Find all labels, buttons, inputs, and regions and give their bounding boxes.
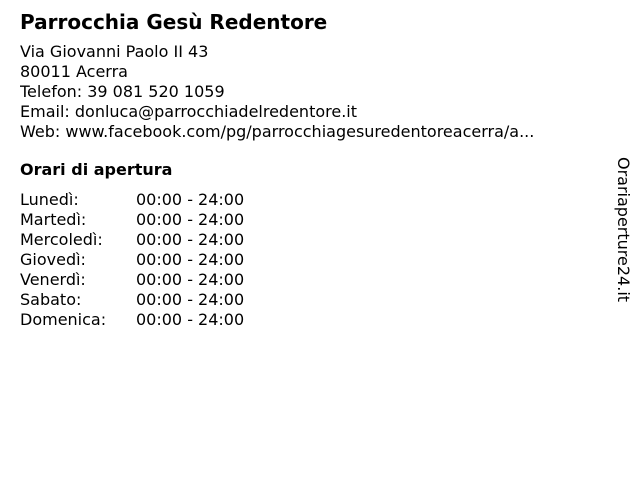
hours-row — [20, 190, 244, 210]
hours-day: Martedì: — [20, 210, 87, 229]
business-name: Parrocchia Gesù Redentore — [20, 10, 328, 34]
hours-row — [20, 210, 244, 230]
opening-hours-table — [20, 190, 244, 330]
hours-time: 00:00 - 24:00 — [136, 250, 245, 269]
hours-day: Venerdì: — [20, 270, 86, 289]
hours-row — [20, 270, 244, 290]
hours-day: Mercoledì: — [20, 230, 103, 249]
phone-label: Telefon: — [20, 82, 83, 101]
hours-day: Giovedì: — [20, 250, 86, 269]
address-line-2: 80011 Acerra — [20, 62, 128, 81]
phone-link[interactable]: 39 081 520 1059 — [87, 82, 225, 101]
hours-day: Domenica: — [20, 310, 107, 329]
email-line — [20, 102, 600, 122]
web-label: Web: — [20, 122, 61, 141]
hours-time: 00:00 - 24:00 — [136, 230, 245, 249]
hours-row — [20, 290, 244, 310]
hours-time: 00:00 - 24:00 — [136, 310, 245, 329]
hours-row — [20, 250, 244, 270]
hours-day: Lunedì: — [20, 190, 79, 209]
hours-time: 00:00 - 24:00 — [136, 190, 245, 209]
phone-line — [20, 82, 600, 102]
hours-day: Sabato: — [20, 290, 82, 309]
watermark-container — [609, 135, 637, 325]
hours-row — [20, 230, 244, 250]
hours-time: 00:00 - 24:00 — [136, 210, 245, 229]
hours-time: 00:00 - 24:00 — [136, 290, 245, 309]
business-card — [20, 10, 600, 330]
web-link[interactable]: www.facebook.com/pg/parrocchiagesuredentoreacerra/a... — [65, 122, 535, 141]
email-link[interactable]: donluca@parrocchiadelredentore.it — [74, 102, 357, 121]
site-watermark: Orariaperture24.it — [614, 157, 633, 303]
hours-time: 00:00 - 24:00 — [136, 270, 245, 289]
address-line-1: Via Giovanni Paolo II 43 — [20, 42, 209, 61]
hours-row — [20, 310, 244, 330]
email-label: Email: — [20, 102, 70, 121]
web-line — [20, 122, 600, 142]
opening-hours-title: Orari di apertura — [20, 160, 173, 179]
